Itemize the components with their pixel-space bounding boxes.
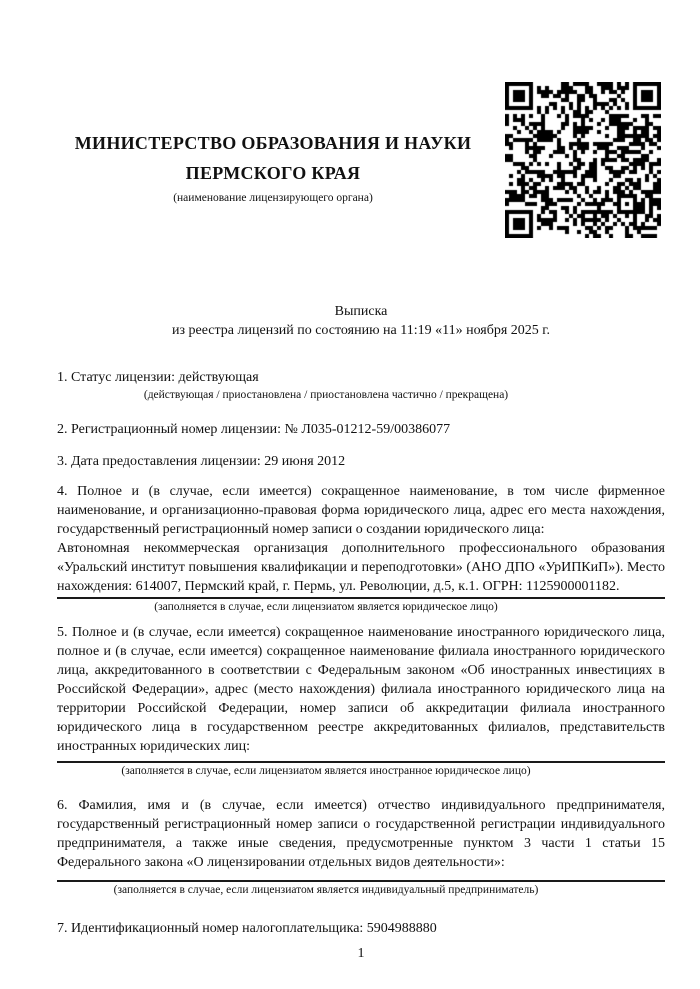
document-subtitle: из реестра лицензий по состоянию на 11:19 «11» ноября 2025 г.	[172, 323, 550, 338]
ministry-name-line1: МИНИСТЕРСТВО ОБРАЗОВАНИЯ И НАУКИ	[74, 133, 472, 153]
foreign-entity-fill-line	[57, 761, 665, 763]
section-legal-entity-label: 4. Полное и (в случае, если имеется) сокращенное наименование, в том числе фирменное наименование, и организационно-правовая форма юридического лица, адрес его места нахождения, государственный регистрационный номер записи о создании юридического лица:	[57, 484, 665, 537]
entrepreneur-fill-line	[57, 880, 665, 882]
section-foreign-entity-note: (заполняется в случае, если лицензиатом является иностранное юридическое лицо)	[121, 765, 531, 777]
legal-entity-fill-line	[57, 597, 665, 599]
section-license-status: 1. Статус лицензии: действующая	[57, 370, 259, 385]
section-foreign-entity-label: 5. Полное и (в случае, если имеется) сокращенное наименование иностранного юридического лица, полное и (в случае, если имеется) сокращенное наименование филиала иностранного юридического лица, аккредитованного в соответствии с Федеральным законом «Об иностранных инвестициях в Российской Федерации», адрес (место нахождения) филиала иностранного юридического лица на территории Российской Федерации, номер записи об аккредитации филиала иностранного юридического лица в государственном реестре аккредитованных филиалов, представительств иностранных юридических лиц:	[57, 625, 665, 754]
section-license-status-note: (действующая / приостановлена / приостановлена частично / прекращена)	[143, 389, 509, 401]
ministry-caption: (наименование лицензирующего органа)	[173, 192, 373, 204]
document-title: Выписка	[334, 304, 388, 319]
section-grant-date: 3. Дата предоставления лицензии: 29 июня 2012	[57, 454, 346, 469]
page-number: 1	[357, 946, 365, 961]
section-registration-number: 2. Регистрационный номер лицензии: № Л035-01212-59/00386077	[57, 422, 451, 437]
section-entrepreneur-note: (заполняется в случае, если лицензиатом является индивидуальный предприниматель)	[113, 884, 539, 896]
section-entrepreneur-label: 6. Фамилия, имя и (в случае, если имеется) отчество индивидуального предпринимателя, государственный регистрационный номер записи о государственной регистрации индивидуального предпринимателя, а также иные сведения, предусмотренные пунктом 3 части 1 статьи 15 Федерального закона «О лицензировании отдельных видов деятельности»:	[57, 798, 665, 870]
licensing-authority-header	[57, 128, 489, 206]
qr-code-icon	[505, 82, 661, 238]
section-legal-entity-value: Автономная некоммерческая организация дополнительного профессионального образования «Уральский институт повышения квалификации и переподготовки» (АНО ДПО «УрИПКиП»). Место нахождения: 614007, Пермский край, г. Пермь, ул. Революции, д.5, к.1. ОГРН: 1125900001182.	[57, 541, 665, 594]
section-legal-entity-note: (заполняется в случае, если лицензиатом является юридическое лицо)	[154, 601, 498, 613]
document-title-block	[57, 302, 665, 340]
ministry-name-line2: ПЕРМСКОГО КРАЯ	[185, 163, 361, 183]
section-taxpayer-id: 7. Идентификационный номер налогоплательщика: 5904988880	[57, 921, 437, 936]
